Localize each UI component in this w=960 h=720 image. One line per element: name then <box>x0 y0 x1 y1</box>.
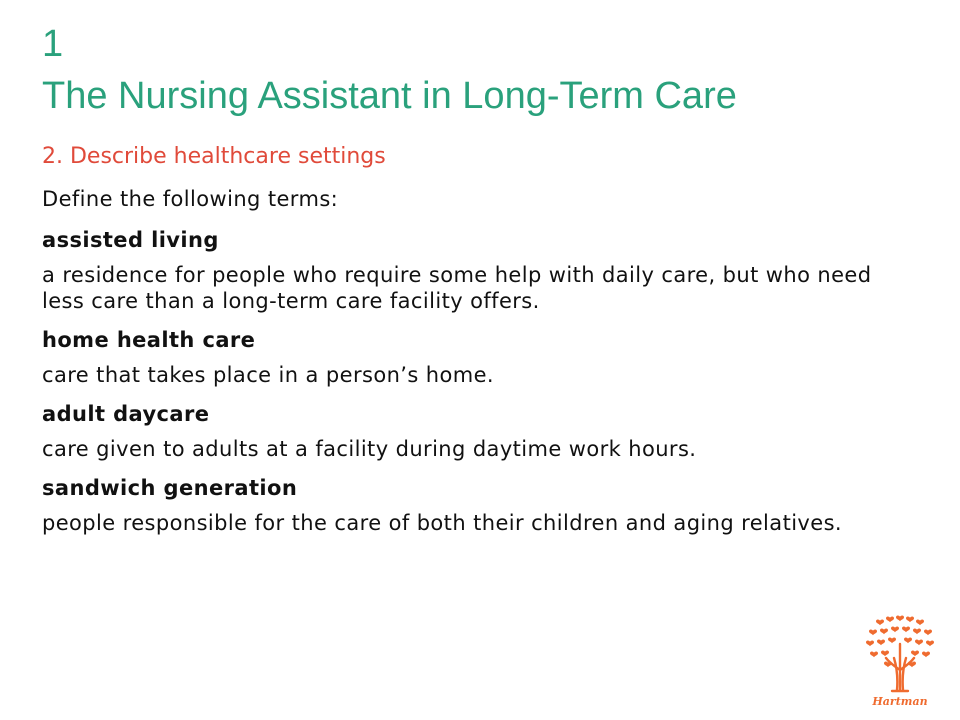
definition-sandwich-generation: people responsible for the care of both their children and aging relatives. <box>42 511 842 535</box>
intro-text: Define the following terms: <box>42 187 339 211</box>
definition-home-health-care: care that takes place in a person’s home. <box>42 363 494 387</box>
section-heading: 2. Describe healthcare settings <box>42 144 386 169</box>
term-assisted-living: assisted living <box>42 228 219 252</box>
logo-text: Hartman <box>872 695 928 708</box>
chapter-title: The Nursing Assistant in Long-Term Care <box>42 75 737 117</box>
definition-adult-daycare: care given to adults at a facility during daytime work hours. <box>42 437 697 461</box>
chapter-number: 1 <box>42 23 64 65</box>
term-adult-daycare: adult daycare <box>42 402 210 426</box>
hartman-logo <box>858 612 942 708</box>
term-home-health-care: home health care <box>42 328 256 352</box>
slide-body <box>42 184 912 536</box>
term-sandwich-generation: sandwich generation <box>42 476 298 500</box>
tree-of-hearts-icon <box>866 615 934 691</box>
definition-assisted-living: a residence for people who require some help with daily care, but who need less care than a long-term care facility offers. <box>42 263 872 313</box>
